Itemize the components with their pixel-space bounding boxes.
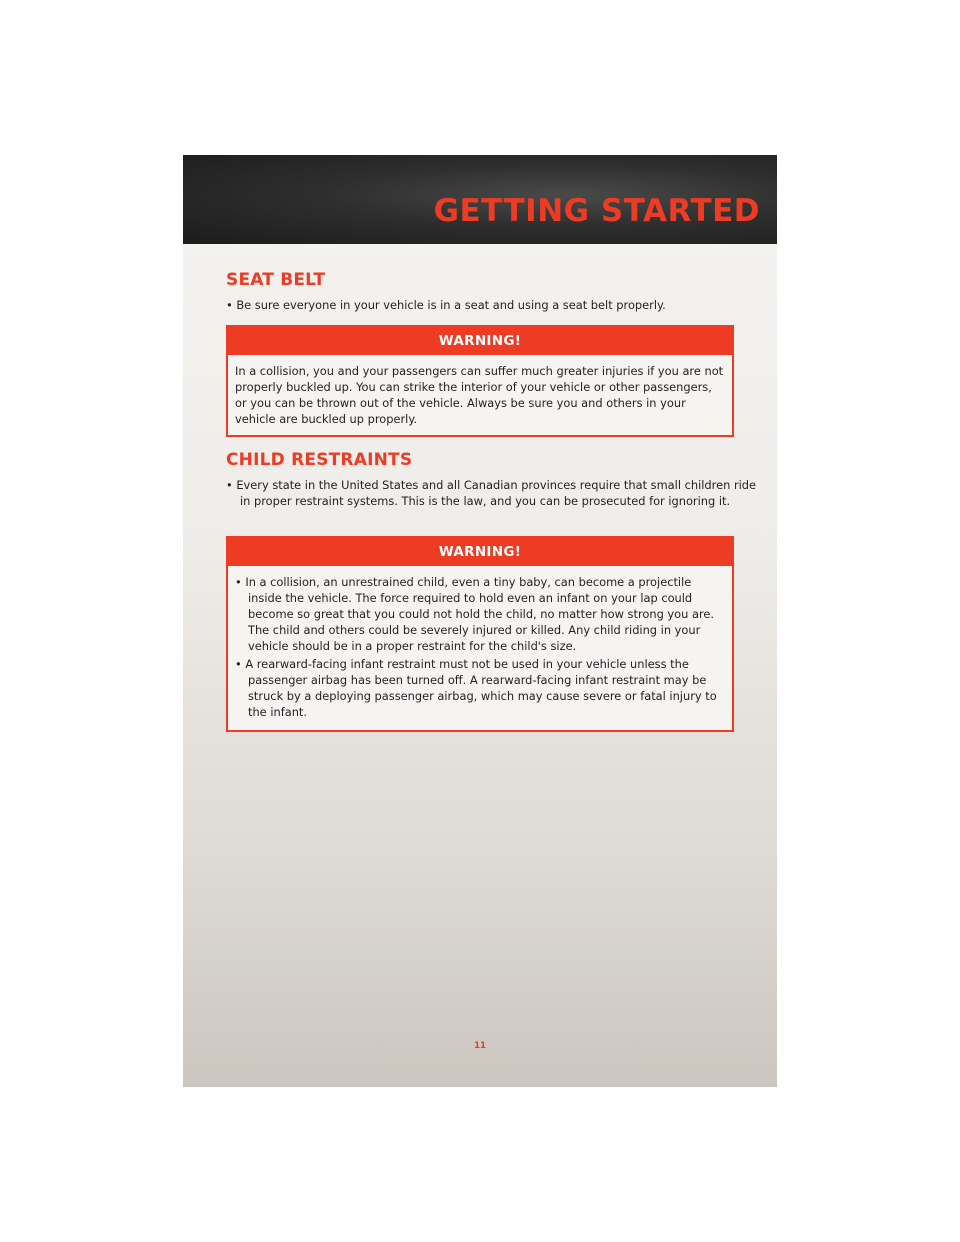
seat-belt-warning-box — [226, 325, 734, 437]
seat-belt-warning-text: In a collision, you and your passengers can suffer much greater injuries if you are not properly buckled up. You can strike the interior of your vehicle or other passengers, or you can be thrown out of the vehicle. Always be sure you and others in your vehicle are buckled up properly. — [235, 364, 724, 426]
warning-label: WARNING! — [228, 327, 732, 355]
child-restraints-warning-box — [226, 536, 734, 732]
child-restraints-warning-list — [228, 566, 732, 730]
manual-page — [183, 155, 777, 1087]
child-restraints-heading: CHILD RESTRAINTS — [226, 450, 413, 470]
header-title: GETTING STARTED — [433, 193, 760, 229]
warning-list-item: • A rearward-facing infant restraint must not be used in your vehicle unless the passenger airbag has been turned off. A rearward-facing infant restraint may be struck by a deploying passenger airbag, which may cause severe or fatal injury to the infant. — [235, 657, 717, 719]
child-restraints-bullet: • Every state in the United States and all Canadian provinces require that small children ride in proper restraint systems. This is the law, and you can be prosecuted for ignoring it. — [226, 478, 757, 508]
seat-belt-bullet: • Be sure everyone in your vehicle is in a seat and using a seat belt properly. — [226, 298, 666, 312]
page-header — [183, 155, 777, 244]
warning-label: WARNING! — [228, 538, 732, 566]
seat-belt-heading: SEAT BELT — [226, 270, 326, 290]
page-number: 11 — [474, 1041, 486, 1051]
warning-list-item: • In a collision, an unrestrained child, even a tiny baby, can become a projectile inside the vehicle. The force required to hold even an infant on your lap could become so great that you could not hold the child, no matter how strong you are. The child and others could be severely injured or killed. Any child riding in your vehicle should be in a proper restraint for the child's size. — [235, 575, 715, 653]
